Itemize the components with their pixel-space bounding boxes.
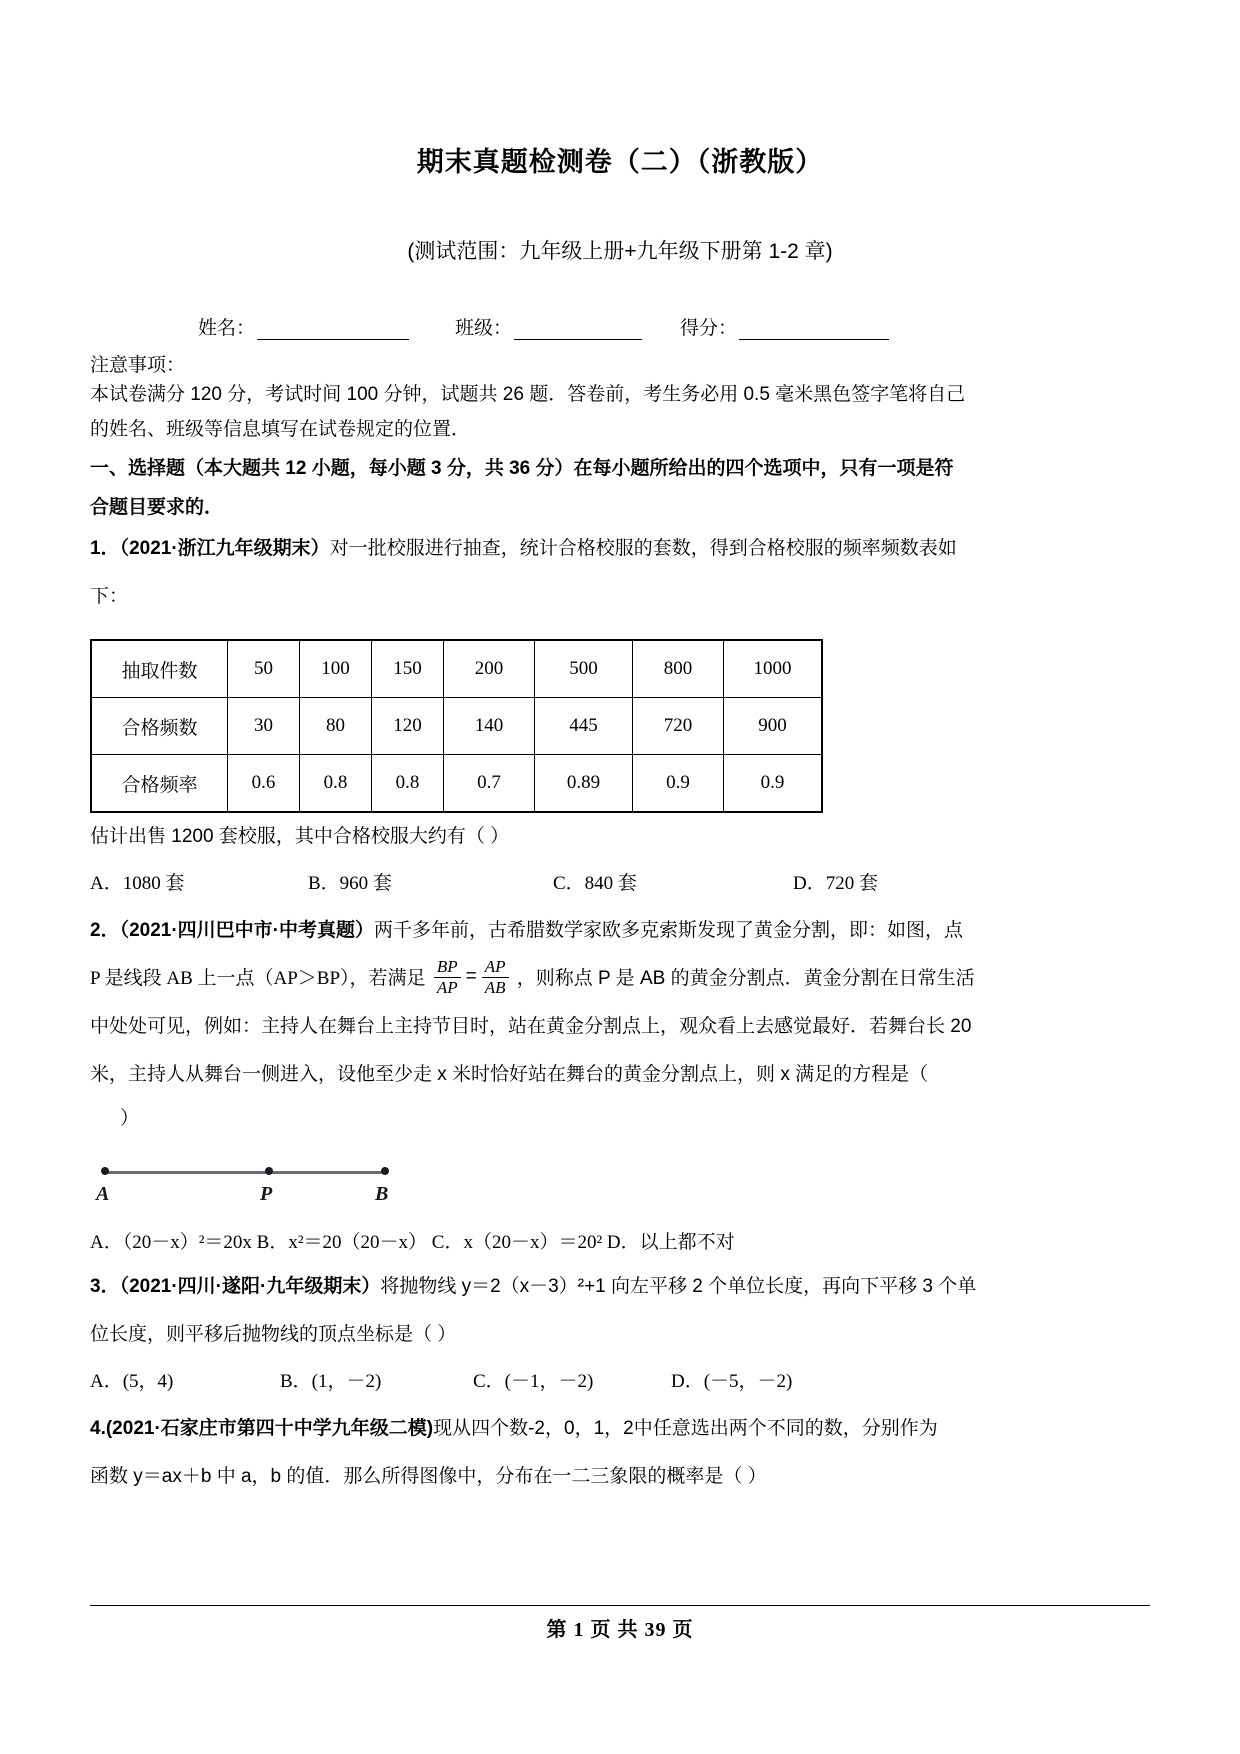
table-cell: 120 xyxy=(372,698,444,755)
table-cell: 0.9 xyxy=(633,755,724,813)
score-label: 得分： xyxy=(680,318,738,339)
table-cell: 140 xyxy=(444,698,535,755)
name-blank[interactable] xyxy=(257,322,409,340)
table-cell: 500 xyxy=(535,640,633,698)
question-1-text: 对一批校服进行抽查，统计合格校服的套数，得到合格校服的频率频数表如 xyxy=(329,538,957,559)
table-cell: 1000 xyxy=(724,640,823,698)
option-a[interactable]: A．1080 套 xyxy=(90,873,185,894)
table-cell: 150 xyxy=(372,640,444,698)
section-heading-line-2: 合题目要求的． xyxy=(90,497,224,518)
question-1-stem xyxy=(90,525,1150,573)
question-2-options[interactable]: A．（20－x）²＝20x B．x²＝20（20－x） C．x（20－x）＝20² D．以上都不对 xyxy=(90,1232,735,1254)
table-cell: 0.89 xyxy=(535,755,633,813)
option-c[interactable]: C．840 套 xyxy=(553,873,637,894)
question-3-stem-cont: 位长度，则平移后抛物线的顶点坐标是（ ） xyxy=(90,1324,457,1346)
table-row xyxy=(91,698,822,755)
table-cell: 50 xyxy=(228,640,300,698)
segment-line xyxy=(104,1171,386,1174)
option-b[interactable]: B．960 套 xyxy=(308,873,392,894)
name-field[interactable] xyxy=(198,313,409,340)
table-cell: 445 xyxy=(535,698,633,755)
point-p-label: P xyxy=(260,1183,273,1206)
notice-line-1: 本试卷满分 120 分，考试时间 100 分钟，试题共 26 题．答卷前，考生务必用 0.5 毫米黑色签字笔将自己 xyxy=(90,384,966,405)
section-heading-line-1: 一、选择题（本大题共 12 小题，每小题 3 分，共 36 分）在每小题所给出的四个选项中，只有一项是符 xyxy=(90,458,954,479)
table-row-header: 合格频率 xyxy=(91,755,228,813)
question-4-text: 现从四个数-2，0，1，2中任意选出两个不同的数，分别作为 xyxy=(433,1418,938,1440)
question-2-number: 2． xyxy=(90,920,120,941)
class-label: 班级： xyxy=(455,318,513,339)
equals-sign: = xyxy=(465,966,477,987)
option-d[interactable]: D．720 套 xyxy=(793,873,878,894)
table-cell: 0.8 xyxy=(372,755,444,813)
score-field[interactable] xyxy=(680,313,889,340)
point-b-label: B xyxy=(375,1183,389,1206)
question-1-options xyxy=(90,861,1150,907)
page-subtitle: (测试范围：九年级上册+九年级下册第 1-2 章) xyxy=(407,240,833,263)
table-cell: 0.7 xyxy=(444,755,535,813)
fraction-denominator: AP xyxy=(434,977,461,997)
frequency-table xyxy=(90,639,823,813)
question-1-number: 1． xyxy=(90,538,120,559)
question-2-stem-line-5: ） xyxy=(120,1108,140,1130)
table-cell: 720 xyxy=(633,698,724,755)
table-cell: 800 xyxy=(633,640,724,698)
question-2-stem-line-3: 中处处可见，例如：主持人在舞台上主持节目时，站在黄金分割点上，观众看上去感觉最好．若舞台长 20 xyxy=(90,1016,972,1038)
fraction-numerator: AP xyxy=(484,957,506,977)
question-4-stem xyxy=(90,1405,1150,1453)
question-4-stem-cont: 函数 y＝ax＋b 中 a，b 的值．那么所得图像中，分布在一二三象限的概率是（ ） xyxy=(90,1466,767,1488)
question-2-source: （2021·四川巴中市·中考真题） xyxy=(119,920,375,941)
question-3-text: 将抛物线 y＝2（x－3）²+1 向左平移 2 个单位长度，再向下平移 3 个单 xyxy=(380,1276,977,1298)
fraction-bp-over-ap xyxy=(434,957,461,996)
fraction-denominator: AB xyxy=(482,977,509,997)
question-1-stem-cont: 下： xyxy=(90,586,129,607)
table-cell: 80 xyxy=(300,698,372,755)
question-4-number: 4. xyxy=(90,1418,106,1440)
point-b-dot-icon xyxy=(381,1167,389,1175)
name-label: 姓名： xyxy=(198,318,256,339)
page-footer: 第 1 页 共 39 页 xyxy=(546,1619,694,1641)
fraction-numerator: BP xyxy=(436,957,458,977)
table-row-header: 抽取件数 xyxy=(91,640,228,698)
question-2-stem-formula-line xyxy=(90,955,1150,1003)
table-cell: 0.6 xyxy=(228,755,300,813)
footer-divider xyxy=(90,1605,1150,1607)
point-p-dot-icon xyxy=(265,1167,273,1175)
option-a[interactable]: A．(5，4) xyxy=(90,1371,174,1393)
question-2-text-after-fraction: ，则称点 P 是 AB 的黄金分割点．黄金分割在日常生活 xyxy=(516,968,975,990)
question-1-source: （2021·浙江九年级期末） xyxy=(119,538,330,559)
table-cell: 0.8 xyxy=(300,755,372,813)
table-cell: 200 xyxy=(444,640,535,698)
class-blank[interactable] xyxy=(514,322,642,340)
question-2-text: 两千多年前，古希腊数学家欧多克索斯发现了黄金分割，即：如图，点 xyxy=(374,920,964,941)
score-blank[interactable] xyxy=(739,322,889,340)
table-row xyxy=(91,755,822,813)
table-cell: 100 xyxy=(300,640,372,698)
question-1-after-table: 估计出售 1200 套校服，其中合格校服大约有（ ） xyxy=(90,826,510,847)
table-cell: 0.9 xyxy=(724,755,823,813)
notice-line-2: 的姓名、班级等信息填写在试卷规定的位置． xyxy=(90,419,471,440)
question-3-stem xyxy=(90,1263,1150,1311)
point-a-label: A xyxy=(96,1183,110,1206)
question-2-stem xyxy=(90,907,1150,955)
question-3-source: （2021·四川·遂阳·九年级期末） xyxy=(119,1276,381,1298)
option-c[interactable]: C．(－1，－2) xyxy=(473,1371,594,1393)
option-b[interactable]: B．(1，－2) xyxy=(280,1371,382,1393)
class-field[interactable] xyxy=(455,313,642,340)
segment-figure xyxy=(90,1159,1150,1223)
question-4-source: (2021·石家庄市第四十中学九年级二模) xyxy=(105,1418,434,1440)
table-row-header: 合格频数 xyxy=(91,698,228,755)
table-cell: 30 xyxy=(228,698,300,755)
option-d[interactable]: D．(－5，－2) xyxy=(671,1371,793,1393)
table-row xyxy=(91,640,822,698)
page-title: 期末真题检测卷（二）（浙教版） xyxy=(416,147,824,177)
point-a-dot-icon xyxy=(101,1167,109,1175)
table-cell: 900 xyxy=(724,698,823,755)
fraction-ap-over-ab xyxy=(482,957,509,996)
question-3-number: 3． xyxy=(90,1276,120,1298)
identity-row xyxy=(90,313,1150,340)
question-3-options xyxy=(90,1359,1150,1405)
question-2-text-before-fraction: P 是线段 AB 上一点（AP＞BP），若满足 xyxy=(90,968,426,990)
question-2-stem-line-4: 米，主持人从舞台一侧进入，设他至少走 x 米时恰好站在舞台的黄金分割点上，则 x 满足的方程是（ xyxy=(90,1064,929,1086)
golden-ratio-equation xyxy=(434,953,509,1001)
notice-heading: 注意事项： xyxy=(90,355,186,376)
